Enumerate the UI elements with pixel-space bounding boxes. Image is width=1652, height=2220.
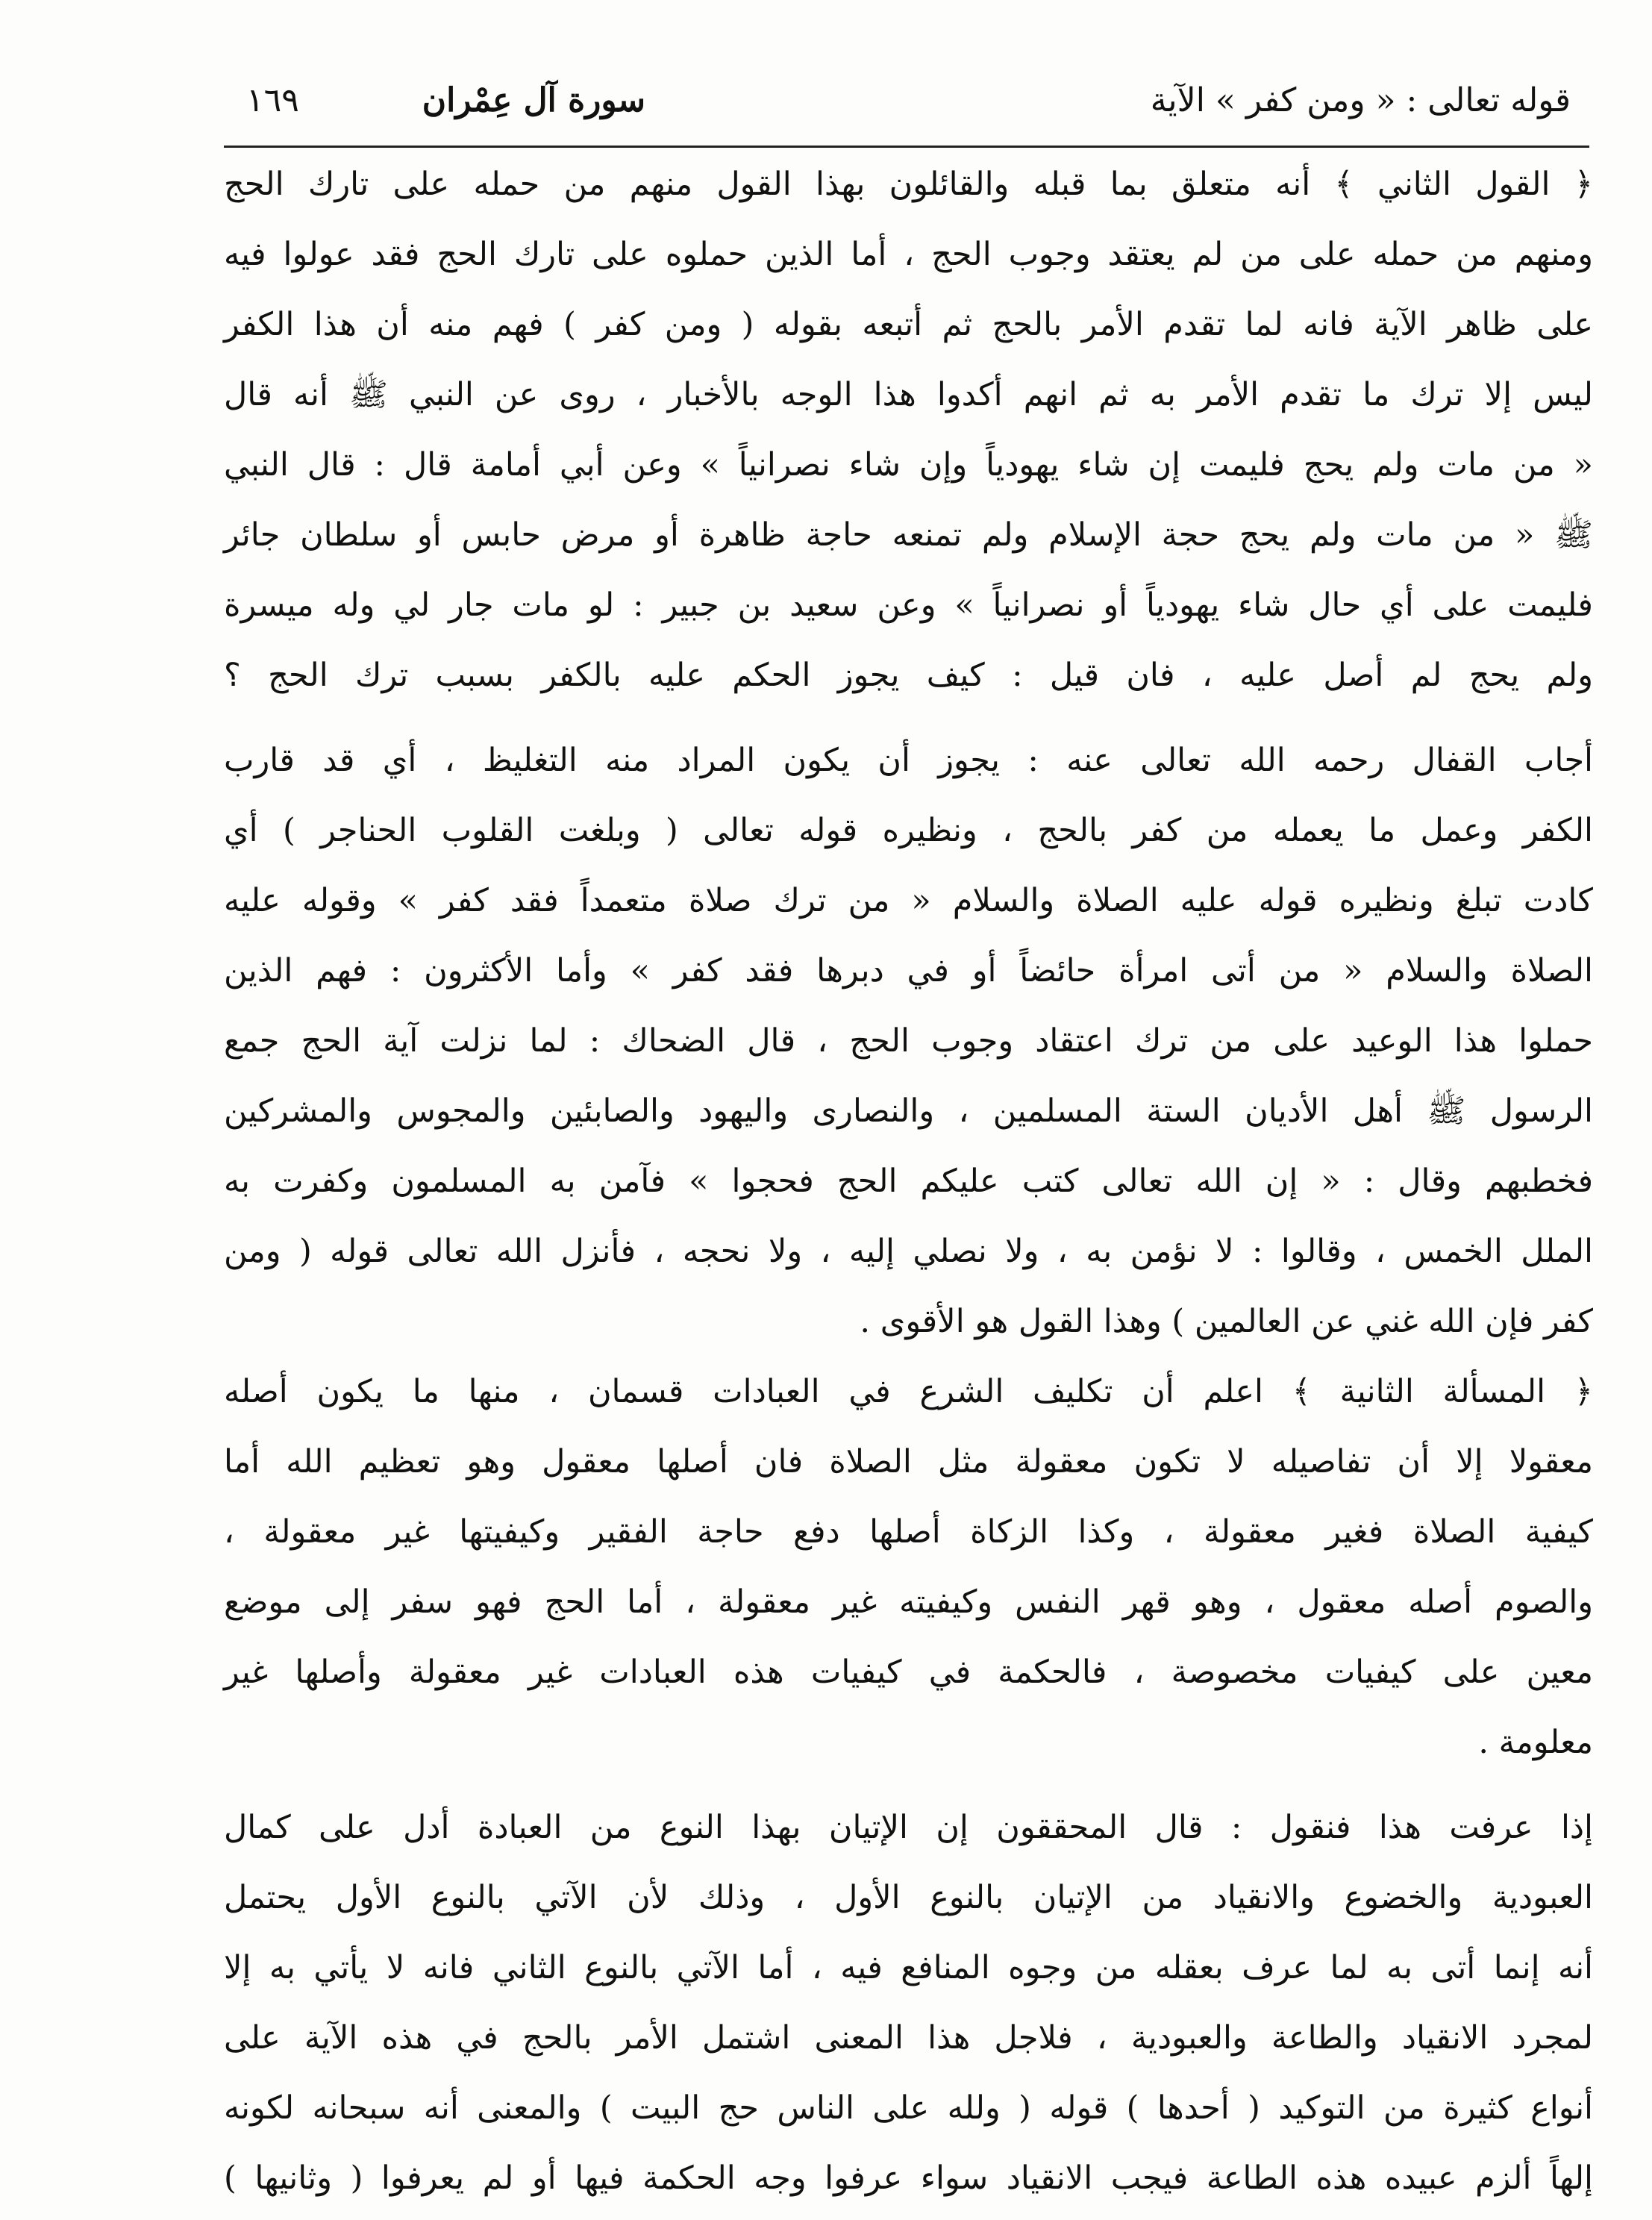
text-line: الملل الخمس ، وقالوا : لا نؤمن به ، ولا نصلي إليه ، ولا نحجه ، فأنزل الله تعالى قوله ( ومن — [224, 1233, 1593, 1270]
text-line: أجاب القفال رحمه الله تعالى عنه : يجوز أن يكون المراد منه التغليظ ، أي قد قارب — [224, 742, 1593, 779]
text-line: أنه إنما أتى به لما عرف بعقله من وجوه المنافع فيه ، أما الآتي بالنوع الثاني فانه لا يأتي به إلا — [224, 1949, 1593, 1986]
text-line: معين على كيفيات مخصوصة ، فالحكمة في كيفيات هذه العبادات غير معقولة وأصلها غير — [224, 1654, 1593, 1691]
running-header — [224, 71, 1593, 131]
text-line: ولم يحج لم أصل عليه ، فان قيل : كيف يجوز الحكم عليه بالكفر بسبب ترك الحج ؟ — [224, 657, 1593, 694]
text-line: لمجرد الانقياد والطاعة والعبودية ، فلاجل هذا المعنى اشتمل الأمر بالحج في هذه الآية على — [224, 2019, 1593, 2057]
text-line: إلهاً ألزم عبيده هذه الطاعة فيجب الانقياد سواء عرفوا وجه الحكمة فيها أو لم يعرفوا ( وثانيها ) — [224, 2160, 1593, 2197]
running-title: قوله تعالى : « ومن كفر » الآية — [1150, 81, 1571, 119]
text-line: العبودية والخضوع والانقياد من الإتيان بالنوع الأول ، وذلك لأن الآتي بالنوع الأول يحتمل — [224, 1879, 1593, 1916]
text-line: حملوا هذا الوعيد على من ترك اعتقاد وجوب الحج ، قال الضحاك : لما نزلت آية الحج جمع — [224, 1022, 1593, 1060]
text-line: فخطبهم وقال : « إن الله تعالى كتب عليكم الحج فحجوا » فآمن به المسلمون وكفرت به — [224, 1163, 1593, 1200]
page-number: ١٦٩ — [246, 81, 299, 119]
surah-name: سورة آل عِمْران — [422, 81, 645, 119]
text-line: ﴿ القول الثاني ﴾ أنه متعلق بما قبله والقائلون بهذا القول منهم من حمله على تارك الحج — [224, 166, 1593, 203]
text-line: أنواع كثيرة من التوكيد ( أحدها ) قوله ( ولله على الناس حج البيت ) والمعنى أنه سبحانه لكونه — [224, 2089, 1593, 2127]
text-line: معقولا إلا أن تفاصيله لا تكون معقولة مثل الصلاة فان أصلها معقول وهو تعظيم الله أما — [224, 1443, 1593, 1480]
text-line: ﴿ المسألة الثانية ﴾ اعلم أن تكليف الشرع في العبادات قسمان ، منها ما يكون أصله — [224, 1373, 1593, 1410]
header-rule — [224, 146, 1589, 148]
text-line: إذا عرفت هذا فنقول : قال المحققون إن الإتيان بهذا النوع من العبادة أدل على كمال — [224, 1809, 1593, 1846]
body-text — [224, 153, 1594, 2197]
text-line: ليس إلا ترك ما تقدم الأمر به ثم انهم أكدوا هذا الوجه بالأخبار ، روى عن النبي ﷺ أنه قال — [224, 376, 1593, 413]
text-line: على ظاهر الآية فانه لما تقدم الأمر بالحج ثم أتبعه بقوله ( ومن كفر ) فهم منه أن هذا الكفر — [224, 306, 1593, 343]
text-line: « من مات ولم يحج فليمت إن شاء يهودياً وإن شاء نصرانياً » وعن أبي أمامة قال : قال النبي — [224, 446, 1593, 484]
text-line: معلومة . — [1478, 1724, 1593, 1761]
text-line: الكفر وعمل ما يعمله من كفر بالحج ، ونظيره قوله تعالى ( وبلغت القلوب الحناجر ) أي — [224, 812, 1593, 849]
text-line: ومنهم من حمله على من لم يعتقد وجوب الحج ، أما الذين حملوه على تارك الحج فقد عولوا فيه — [224, 236, 1593, 273]
text-line: ﷺ « من مات ولم يحج حجة الإسلام ولم تمنعه حاجة ظاهرة أو مرض حابس أو سلطان جائر — [224, 516, 1593, 554]
text-line: كيفية الصلاة فغير معقولة ، وكذا الزكاة أصلها دفع حاجة الفقير وكيفيتها غير معقولة ، — [224, 1513, 1594, 1551]
text-line: والصوم أصله معقول ، وهو قهر النفس وكيفيته غير معقولة ، أما الحج فهو سفر إلى موضع — [224, 1583, 1593, 1621]
text-line: كادت تبلغ ونظيره قوله عليه الصلاة والسلام « من ترك صلاة متعمداً فقد كفر » وقوله عليه — [224, 882, 1593, 919]
text-line: كفر فإن الله غني عن العالمين ) وهذا القول هو الأقوى . — [860, 1303, 1593, 1340]
text-line: الرسول ﷺ أهل الأديان الستة المسلمين ، والنصارى واليهود والصابئين والمجوس والمشركين — [224, 1092, 1593, 1130]
text-line: فليمت على أي حال شاء يهودياً أو نصرانياً » وعن سعيد بن جبير : لو مات جار لي وله ميسرة — [224, 587, 1593, 624]
text-line: الصلاة والسلام « من أتى امرأة حائضاً أو في دبرها فقد كفر » وأما الأكثرون : فهم الذين — [224, 952, 1593, 989]
